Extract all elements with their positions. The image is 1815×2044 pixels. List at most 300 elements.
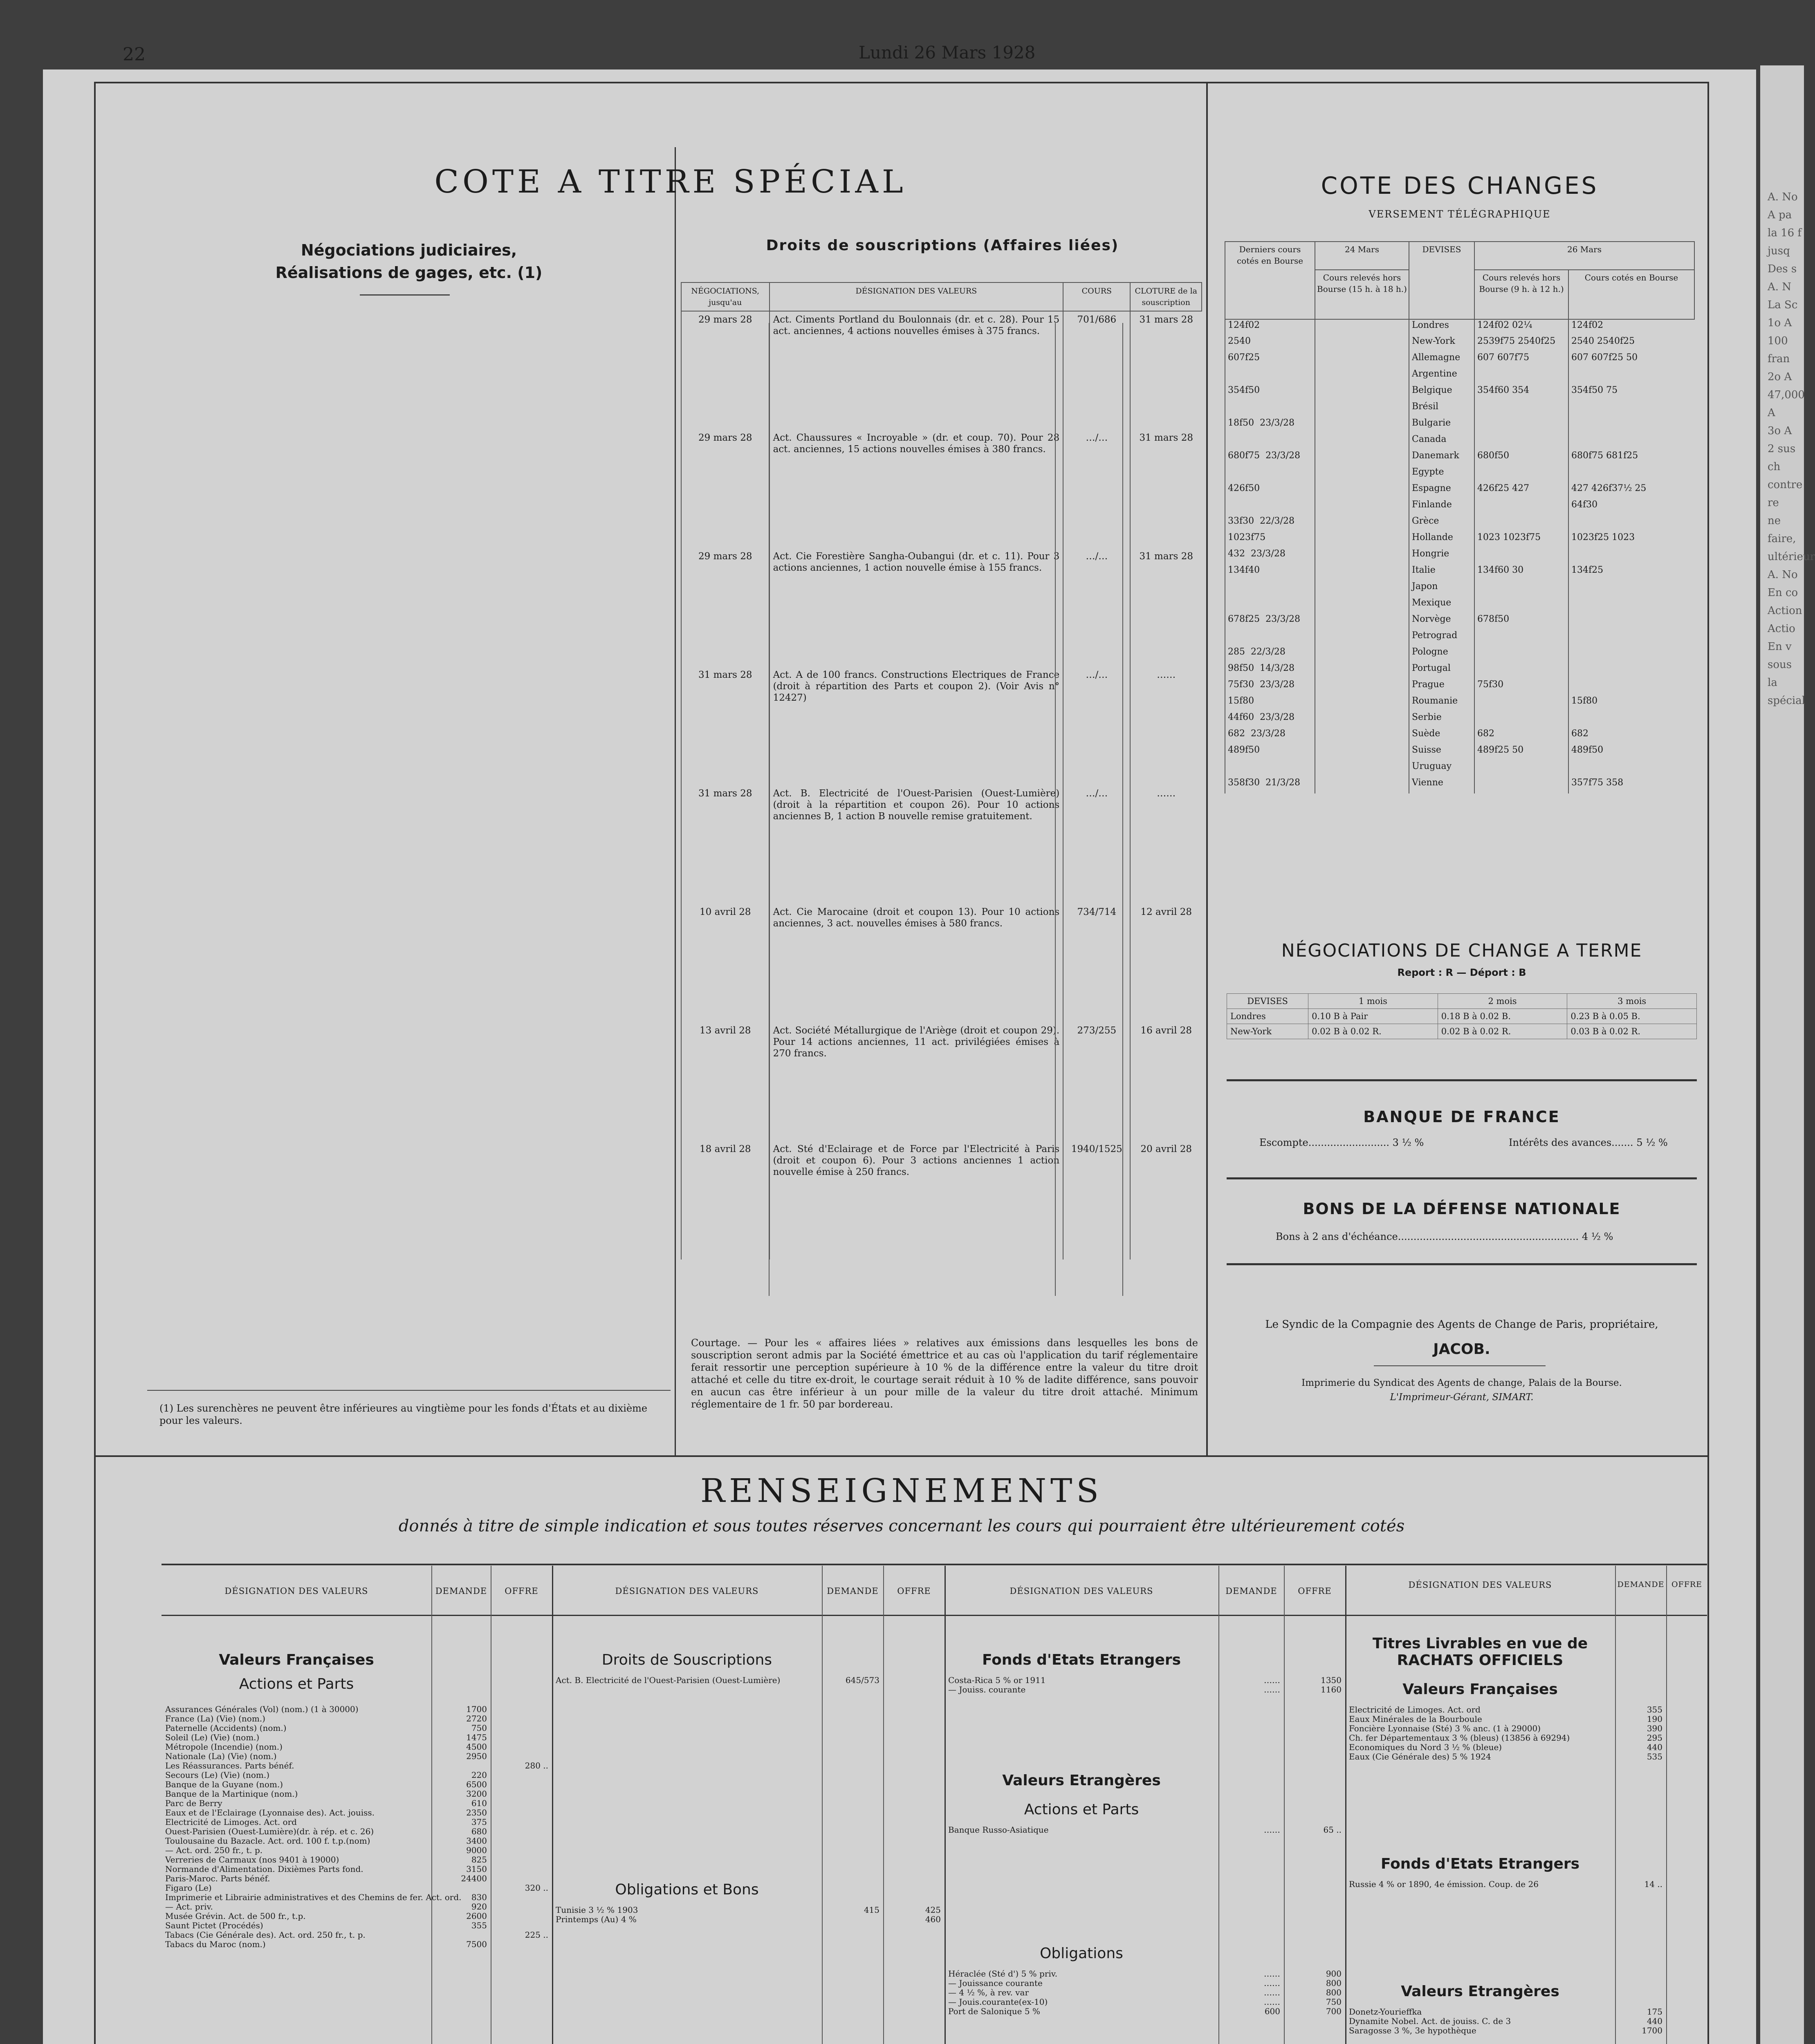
valeur-row: [947, 1685, 1343, 1694]
row-hors-bourse: 75f30: [1474, 679, 1568, 695]
imprimerie-line: Imprimerie du Syndicat des Agents de change, Palais de la Bourse.: [1301, 1378, 1622, 1388]
souscription-row: [681, 1141, 1202, 1260]
row-designation: France (La) (Vie) (nom.): [165, 1714, 265, 1724]
adjacent-page-fragment: contre re: [1768, 479, 1803, 509]
row-cote-bourse: [1568, 368, 1694, 385]
row-demande: 3150: [466, 1864, 487, 1874]
valeur-row: [1347, 1743, 1705, 1752]
row-devise: New-York: [1227, 1024, 1308, 1039]
col-header-cloture: CLOTURE de la souscription: [1130, 282, 1202, 311]
col-header-demande: DEMANDE: [827, 1586, 879, 1596]
row-offre: [1664, 2026, 1705, 2035]
row-designation: Normande d'Alimentation. Dixièmes Parts fond.: [165, 1864, 363, 1874]
row-hors-bourse: [1474, 499, 1568, 515]
souscriptions-title: Droits de souscriptions (Affaires liées): [766, 237, 1119, 254]
valeur-row: [164, 1893, 550, 1902]
row-offre: [1664, 1752, 1705, 1762]
row-designation: Banque de la Martinique (nom.): [165, 1789, 298, 1799]
souscription-row: [681, 1022, 1202, 1141]
renseignements-col-4: [1347, 1627, 1705, 2035]
row-designation: Saragosse 3 %, 3e hypothèque: [1349, 2026, 1476, 2035]
renseignements-col-3: [947, 1639, 1343, 2016]
banque-interets: Intérêts des avances....... 5 ½ %: [1509, 1137, 1668, 1148]
row-hors-bourse: 354f60 354: [1474, 385, 1568, 401]
row-devise: Uruguay: [1409, 761, 1474, 777]
row-offre: [489, 1874, 550, 1883]
row-offre: 280 ..: [525, 1761, 548, 1771]
adjacent-page-fragment: sous la: [1768, 659, 1792, 689]
change-row: [1225, 352, 1694, 368]
row-24-mars-blank: [1315, 385, 1409, 401]
row-cote-bourse: [1568, 761, 1694, 777]
renseignements-col-2: [554, 1639, 942, 1924]
section-rule: [1227, 1177, 1697, 1179]
adjacent-page-fragment: 1o A: [1768, 317, 1792, 329]
row-designation: Paternelle (Accidents) (nom.): [165, 1723, 287, 1733]
col-rule: [1345, 1566, 1346, 2044]
row-cote-bourse: [1568, 646, 1694, 663]
souscription-row: [681, 667, 1202, 785]
row-demande: 175: [1647, 2007, 1662, 2017]
renseignements-subtitle: donnés à titre de simple indication et sous toutes réserves concernant les cours qui pourraient être ultérieurement cotés: [398, 1517, 1405, 1535]
row-designation: — Jouis.courante(ex-10): [948, 1997, 1048, 2007]
row-date: 29 mars 28: [681, 430, 770, 548]
dernier-date: 23/3/28: [1251, 549, 1286, 559]
row-designation: Act. Cie Forestière Sangha-Oubangui (dr. et c. 11). Pour 3 actions anciennes, 1 action nouvelle émise à 155 francs.: [770, 548, 1063, 667]
row-hors-bourse: [1474, 434, 1568, 450]
row-hors-bourse: [1474, 417, 1568, 434]
column-divider: [675, 147, 676, 1455]
renseignements-title: RENSEIGNEMENTS: [700, 1472, 1103, 1510]
row-dernier-cours: [1225, 336, 1315, 352]
dernier-date: 21/3/28: [1265, 778, 1300, 788]
row-cloture: 31 mars 28: [1130, 430, 1202, 548]
row-demande: ……: [1264, 1978, 1280, 1988]
row-demande: 750: [471, 1723, 487, 1733]
adjacent-page-fragment: Action: [1768, 605, 1802, 617]
table-head-rule: [162, 1615, 1707, 1616]
dernier-value: 682: [1228, 728, 1245, 739]
row-offre: [489, 1940, 550, 1949]
section-rule: [1227, 1263, 1697, 1265]
row-cloture: ……: [1130, 667, 1202, 785]
row-offre: [489, 1836, 550, 1846]
row-offre: [489, 1921, 550, 1930]
valeur-row: [164, 1855, 550, 1865]
valeur-row: [164, 1818, 550, 1827]
dernier-value: 354f50: [1228, 385, 1260, 395]
row-offre: [1664, 1733, 1705, 1743]
row-demande: 220: [471, 1770, 487, 1780]
col-header-1-mois: 1 mois: [1308, 994, 1438, 1009]
row-offre: 800: [1326, 1988, 1342, 1997]
row-m2: 0.02 B à 0.02 R.: [1438, 1024, 1567, 1039]
row-dernier-cours: [1225, 352, 1315, 368]
row-dernier-cours: [1225, 515, 1315, 532]
valeur-row: [1347, 1705, 1705, 1715]
row-cote-bourse: 682: [1568, 728, 1694, 744]
row-date: 29 mars 28: [681, 548, 770, 667]
row-designation: Act. B. Electricité de l'Ouest-Parisien (Ouest-Lumière) (droit à la répartition et coupon 26). Pour 10 actions anciennes B, 1 action B nouvelle remise gratuitement.: [770, 785, 1063, 904]
row-demande: 645/573: [845, 1675, 879, 1685]
row-designation: Secours (Le) (Vie) (nom.): [165, 1770, 270, 1780]
row-cote-bourse: 124f02: [1568, 319, 1694, 336]
row-demande: ……: [1264, 1825, 1280, 1835]
row-hors-bourse: 678f50: [1474, 614, 1568, 630]
row-hors-bourse: [1474, 695, 1568, 712]
row-designation: Banque de la Guyane (nom.): [165, 1780, 283, 1789]
row-24-mars-blank: [1315, 401, 1409, 417]
row-cote-bourse: 15f80: [1568, 695, 1694, 712]
row-devise: Allemagne: [1409, 352, 1474, 368]
table-rule: [1055, 323, 1056, 1296]
section-valeurs-francaises: Valeurs Françaises: [219, 1652, 374, 1668]
row-dernier-cours: [1225, 614, 1315, 630]
adjacent-page-fragment: En v: [1768, 641, 1792, 653]
row-demande: 680: [471, 1827, 487, 1836]
valeur-row: [1347, 1880, 1705, 1889]
row-offre: [489, 1827, 550, 1836]
row-24-mars-blank: [1315, 532, 1409, 548]
row-designation: Russie 4 % or 1890, 4e émission. Coup. de 26: [1349, 1879, 1539, 1889]
row-24-mars-blank: [1315, 368, 1409, 385]
row-offre: [1664, 1724, 1705, 1733]
valeur-row: [164, 1761, 550, 1771]
row-offre: [489, 1752, 550, 1761]
row-cote-bourse: [1568, 466, 1694, 483]
row-cloture: 12 avril 28: [1130, 904, 1202, 1022]
terme-table: [1227, 993, 1697, 1039]
change-row: [1225, 319, 1694, 336]
table-rule: [769, 323, 770, 1296]
row-offre: 425: [925, 1905, 941, 1915]
row-hors-bourse: [1474, 646, 1568, 663]
dernier-value: 285: [1228, 647, 1245, 657]
row-designation: — Act. ord. 250 fr., t. p.: [165, 1845, 263, 1855]
col-header-26-mars: 26 Mars: [1474, 242, 1694, 270]
change-row: [1225, 614, 1694, 630]
col-header-offre: OFFRE: [505, 1586, 538, 1596]
row-designation: Les Réassurances. Parts bénéf.: [165, 1761, 294, 1771]
section-divider: [94, 1455, 1709, 1457]
row-cote-bourse: 427 426f37½ 25: [1568, 483, 1694, 499]
row-dernier-cours: [1225, 695, 1315, 712]
row-dernier-cours: [1225, 744, 1315, 761]
row-offre: [489, 1846, 550, 1855]
row-cote-bourse: 357f75 358: [1568, 777, 1694, 793]
row-devise: Danemark: [1409, 450, 1474, 466]
valeur-row: [164, 1752, 550, 1761]
row-demande: [820, 1915, 881, 1924]
dernier-date: 23/3/28: [1251, 728, 1286, 739]
row-offre: 320 ..: [525, 1883, 548, 1893]
row-devise: Londres: [1409, 319, 1474, 336]
row-offre: [489, 1789, 550, 1799]
row-offre: 700: [1326, 2006, 1342, 2016]
row-dernier-cours: [1225, 417, 1315, 434]
adjacent-page-fragment: jusq: [1768, 245, 1790, 257]
row-hors-bourse: [1474, 466, 1568, 483]
row-devise: Hongrie: [1409, 548, 1474, 565]
valeur-row: [164, 1921, 550, 1930]
adjacent-page-fragment: la 16 f: [1768, 227, 1802, 239]
col-header-3-mois: 3 mois: [1567, 994, 1697, 1009]
row-cote-bourse: 134f25: [1568, 565, 1694, 581]
row-date: 31 mars 28: [681, 785, 770, 904]
row-devise: Pologne: [1409, 646, 1474, 663]
row-devise: Finlande: [1409, 499, 1474, 515]
adjacent-page-fragment: A pa: [1768, 209, 1792, 221]
change-row: [1225, 417, 1694, 434]
row-24-mars-blank: [1315, 761, 1409, 777]
souscription-row: [681, 785, 1202, 904]
row-dernier-cours: [1225, 663, 1315, 679]
row-cours: 701/686: [1063, 311, 1130, 430]
banque-escompte: Escompte.......................... 3 ½ %: [1259, 1137, 1424, 1148]
row-cote-bourse: 607 607f25 50: [1568, 352, 1694, 368]
row-offre: [489, 1912, 550, 1921]
adjacent-page-fragment: ne faire,: [1768, 515, 1796, 545]
row-demande: 440: [1647, 1742, 1662, 1752]
row-hors-bourse: [1474, 401, 1568, 417]
row-dernier-cours: [1225, 777, 1315, 793]
row-dernier-cours: [1225, 679, 1315, 695]
row-demande: 600: [1264, 2006, 1280, 2016]
adjacent-page-fragment: 3o A: [1768, 425, 1792, 437]
row-cote-bourse: 354f50 75: [1568, 385, 1694, 401]
row-demande: 440: [1647, 2016, 1662, 2026]
valeur-row: [947, 2007, 1343, 2016]
adjacent-page-fragment: En co: [1768, 587, 1798, 599]
row-devise: Canada: [1409, 434, 1474, 450]
row-demande: 535: [1647, 1752, 1662, 1762]
row-m2: 0.18 B à 0.02 B.: [1438, 1009, 1567, 1024]
banque-title: BANQUE DE FRANCE: [1363, 1108, 1560, 1126]
row-designation: Assurances Générales (Vol) (nom.) (1 à 30000): [165, 1704, 359, 1714]
row-cloture: 31 mars 28: [1130, 548, 1202, 667]
change-row: [1225, 728, 1694, 744]
row-demande: 830: [471, 1892, 487, 1902]
valeur-row: [1347, 1715, 1705, 1724]
row-offre: 1350: [1321, 1675, 1342, 1685]
row-designation: Tabacs du Maroc (nom.): [165, 1939, 266, 1949]
rachats-title-2: RACHATS OFFICIELS: [1397, 1652, 1564, 1669]
row-offre: [489, 1780, 550, 1789]
row-24-mars-blank: [1315, 777, 1409, 793]
row-24-mars-blank: [1315, 336, 1409, 352]
col-header-designation: DÉSIGNATION DES VALEURS: [770, 282, 1063, 311]
valeur-row: [164, 1733, 550, 1742]
col-header-designation: DÉSIGNATION DES VALEURS: [224, 1586, 368, 1596]
row-date: 18 avril 28: [681, 1141, 770, 1260]
col-header-derniers: Derniers cours cotés en Bourse: [1225, 242, 1315, 319]
row-cote-bourse: [1568, 417, 1694, 434]
negociations-heading-2: Réalisations de gages, etc. (1): [275, 264, 543, 282]
valeur-row: [554, 1676, 942, 1685]
row-dernier-cours: [1225, 385, 1315, 401]
row-designation: Nationale (La) (Vie) (nom.): [165, 1751, 277, 1761]
valeur-row: [164, 1902, 550, 1912]
dernier-value: 18f50: [1228, 418, 1254, 428]
row-24-mars-blank: [1315, 646, 1409, 663]
syndic-name: JACOB.: [1433, 1341, 1490, 1358]
col-header-offre: OFFRE: [897, 1586, 931, 1596]
row-devise: Portugal: [1409, 663, 1474, 679]
change-row: [1225, 663, 1694, 679]
row-hors-bourse: [1474, 548, 1568, 565]
row-24-mars-blank: [1315, 597, 1409, 614]
row-24-mars-blank: [1315, 450, 1409, 466]
row-offre: [489, 1893, 550, 1902]
row-24-mars-blank: [1315, 581, 1409, 597]
row-designation: Act. A de 100 francs. Constructions Electriques de France (droit à répartition des Parts et coupon 2). (Voir Avis n° 12427): [770, 667, 1063, 785]
valeur-row: [164, 1912, 550, 1921]
row-cote-bourse: [1568, 630, 1694, 646]
dernier-value: 44f60: [1228, 712, 1254, 722]
row-designation: Act. Chaussures « Incroyable » (dr. et coup. 70). Pour 28 act. anciennes, 15 actions nouvelles émises à 380 francs.: [770, 430, 1063, 548]
row-offre: [489, 1724, 550, 1733]
row-devise: Espagne: [1409, 483, 1474, 499]
dernier-value: 124f02: [1228, 320, 1260, 330]
row-designation: Saunt Pictet (Procédés): [165, 1921, 263, 1930]
row-offre: 65 ..: [1323, 1825, 1342, 1835]
row-designation: Foncière Lyonnaise (Sté) 3 % anc. (1 à 29000): [1349, 1724, 1541, 1733]
dernier-value: 15f80: [1228, 696, 1254, 706]
terme-subtitle: Report : R — Déport : B: [1397, 967, 1526, 978]
row-hors-bourse: 489f25 50: [1474, 744, 1568, 761]
row-designation: Parc de Berry: [165, 1798, 222, 1808]
row-devise: Vienne: [1409, 777, 1474, 793]
row-cote-bourse: [1568, 401, 1694, 417]
change-row: [1225, 548, 1694, 565]
valeur-row: [947, 1676, 1343, 1685]
row-devise: Petrograd: [1409, 630, 1474, 646]
valeur-row: [1347, 1752, 1705, 1762]
row-cloture: 16 avril 28: [1130, 1022, 1202, 1141]
valeur-row: [1347, 1724, 1705, 1733]
row-dernier-cours: [1225, 483, 1315, 499]
row-dernier-cours: [1225, 368, 1315, 385]
row-designation: Electricité de Limoges. Act. ord: [1349, 1705, 1481, 1715]
valeur-row: [164, 1874, 550, 1883]
heading-rule: [360, 294, 450, 296]
row-cote-bourse: 64f30: [1568, 499, 1694, 515]
col-header-offre: OFFRE: [1671, 1580, 1703, 1589]
col-header-devises: DEVISES: [1227, 994, 1308, 1009]
row-24-mars-blank: [1315, 483, 1409, 499]
row-m1: 0.02 B à 0.02 R.: [1308, 1024, 1438, 1039]
adjacent-page-fragment: Des s: [1768, 263, 1797, 275]
row-date: 13 avril 28: [681, 1022, 770, 1141]
dernier-date: 23/3/28: [1260, 712, 1295, 722]
souscription-row: [681, 904, 1202, 1022]
row-devise: Japon: [1409, 581, 1474, 597]
row-designation: Electricité de Limoges. Act. ord: [165, 1817, 297, 1827]
changes-title: COTE DES CHANGES: [1321, 172, 1599, 199]
change-row: [1225, 385, 1694, 401]
table-rule: [1122, 323, 1123, 1296]
row-designation: Ch. fer Départementaux 3 % (bleus) (13856 à 69294): [1349, 1733, 1570, 1743]
row-24-mars-blank: [1315, 499, 1409, 515]
valeur-row: [164, 1799, 550, 1808]
row-designation: Act. Ciments Portland du Boulonnais (dr. et c. 28). Pour 15 act. anciennes, 4 actions nouvelles émises à 375 francs.: [770, 311, 1063, 430]
row-offre: [1664, 1880, 1705, 1889]
row-devise: Argentine: [1409, 368, 1474, 385]
dernier-date: 23/3/28: [1260, 418, 1295, 428]
row-designation: Paris-Maroc. Parts bénéf.: [165, 1874, 270, 1883]
row-devise: Mexique: [1409, 597, 1474, 614]
row-designation: — Jouiss. courante: [948, 1685, 1026, 1694]
row-demande: ……: [1264, 1969, 1280, 1979]
row-devise: Serbie: [1409, 712, 1474, 728]
row-cloture: ……: [1130, 785, 1202, 904]
row-demande: 610: [471, 1798, 487, 1808]
col-header-24-hors-bourse: Cours relevés hors Bourse (15 h. à 18 h.): [1315, 270, 1409, 319]
row-demande: 920: [471, 1902, 487, 1912]
valeur-row: [1347, 2007, 1705, 2017]
row-devise: Suède: [1409, 728, 1474, 744]
valeur-row: [164, 1836, 550, 1846]
row-cours: …/…: [1063, 785, 1130, 904]
valeur-row: [164, 1714, 550, 1724]
row-designation: Act. B. Electricité de l'Ouest-Parisien (Ouest-Lumière): [556, 1675, 781, 1685]
row-dernier-cours: [1225, 548, 1315, 565]
row-24-mars-blank: [1315, 695, 1409, 712]
change-row: [1225, 646, 1694, 663]
section-actions-parts: Actions et Parts: [239, 1676, 354, 1692]
change-row: [1225, 515, 1694, 532]
row-cote-bourse: [1568, 712, 1694, 728]
row-devise: Suisse: [1409, 744, 1474, 761]
row-dernier-cours: [1225, 532, 1315, 548]
row-cote-bourse: [1568, 597, 1694, 614]
row-devise: Grèce: [1409, 515, 1474, 532]
dernier-date: 22/3/28: [1260, 516, 1295, 526]
row-demande: 295: [1647, 1733, 1662, 1743]
row-demande: 1475: [466, 1732, 487, 1742]
souscription-row: [681, 430, 1202, 548]
row-24-mars-blank: [1315, 744, 1409, 761]
valeur-row: [947, 1997, 1343, 2007]
dernier-value: 680f75: [1228, 450, 1260, 461]
page-number: 22: [123, 44, 146, 65]
row-designation: Soleil (Le) (Vie) (nom.): [165, 1732, 260, 1742]
row-cours: 273/255: [1063, 1022, 1130, 1141]
change-row: [1225, 581, 1694, 597]
row-designation: Banque Russo-Asiatique: [948, 1825, 1049, 1835]
valeur-row: [947, 1969, 1343, 1979]
valeur-row: [164, 1742, 550, 1752]
terme-title: NÉGOCIATIONS DE CHANGE A TERME: [1281, 940, 1642, 961]
col-header-26-cotes: Cours cotés en Bourse: [1568, 270, 1694, 319]
row-24-mars-blank: [1315, 630, 1409, 646]
row-offre: [1664, 1743, 1705, 1752]
change-row: [1225, 450, 1694, 466]
row-designation: Ouest-Parisien (Ouest-Lumière)(dr. à rép. et c. 26): [165, 1827, 374, 1836]
row-offre: [489, 1799, 550, 1808]
valeur-row: [164, 1846, 550, 1855]
row-demande: 2350: [466, 1808, 487, 1818]
row-demande: 825: [471, 1855, 487, 1865]
row-demande: ……: [1264, 1685, 1280, 1694]
col-header-designation: DÉSIGNATION DES VALEURS: [615, 1586, 759, 1596]
row-demande: 7500: [466, 1939, 487, 1949]
row-dernier-cours: [1225, 646, 1315, 663]
row-designation: Dynamite Nobel. Act. de jouiss. C. de 3: [1349, 2016, 1511, 2026]
row-devise: Roumanie: [1409, 695, 1474, 712]
col-header-designation: DÉSIGNATION DES VALEURS: [1408, 1580, 1552, 1590]
souscriptions-table: [681, 282, 1202, 1260]
